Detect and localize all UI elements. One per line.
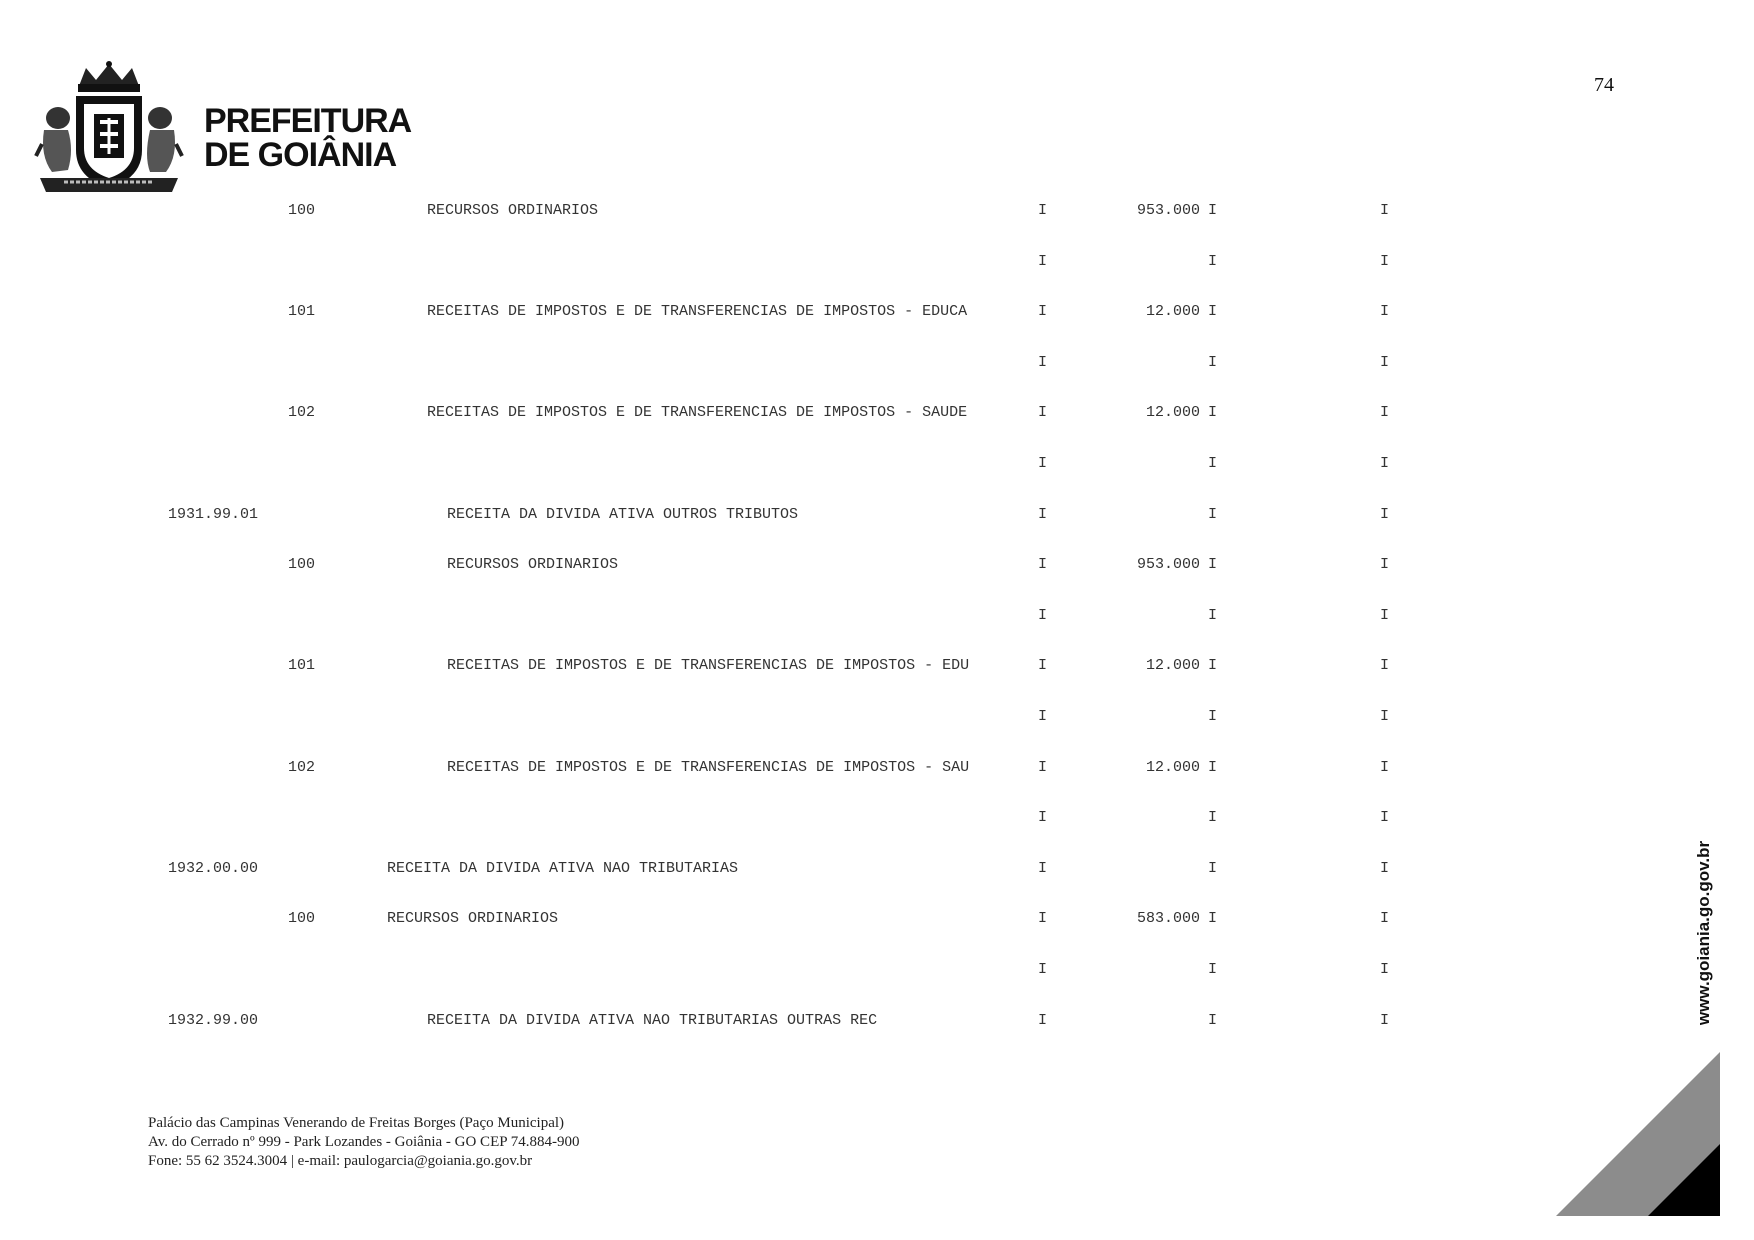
column-separator: I (1038, 252, 1048, 270)
column-separator: I (1038, 1011, 1048, 1029)
fonte-code: 101 (288, 303, 316, 321)
corner-decoration (1556, 1052, 1720, 1216)
table-row (0, 1012, 1500, 1063)
column-separator: I (1380, 758, 1390, 776)
column-separator: I (1038, 303, 1048, 321)
page-number: 74 (1594, 74, 1614, 96)
column-separator: I (1038, 910, 1048, 928)
table-row (0, 253, 1500, 304)
table-row (0, 860, 1500, 911)
table-row (0, 354, 1500, 405)
column-separator: I (1038, 960, 1048, 978)
column-separator: I (1038, 707, 1048, 725)
column-separator: I (1038, 505, 1048, 523)
table-row (0, 910, 1500, 961)
brand-wordmark (204, 104, 411, 172)
column-separator: I (1380, 809, 1390, 827)
row-description: RECEITA DA DIVIDA ATIVA NAO TRIBUTARIAS (387, 859, 739, 877)
row-value: 953.000 (1136, 556, 1200, 574)
column-separator: I (1038, 606, 1048, 624)
column-separator: I (1208, 707, 1218, 725)
column-separator: I (1208, 1011, 1218, 1029)
coat-of-arms-icon (34, 60, 184, 200)
fonte-code: 101 (288, 657, 316, 675)
column-separator: I (1208, 606, 1218, 624)
column-separator: I (1380, 202, 1390, 219)
column-separator: I (1038, 758, 1048, 776)
table-row (0, 961, 1500, 1012)
column-separator: I (1380, 353, 1390, 371)
column-separator: I (1380, 606, 1390, 624)
side-website (1692, 838, 1716, 1028)
column-separator: I (1380, 960, 1390, 978)
table-row (0, 657, 1500, 708)
side-website-text: www.goiania.go.gov.br (1694, 840, 1713, 1026)
column-separator: I (1038, 556, 1048, 574)
column-separator: I (1208, 505, 1218, 523)
column-separator: I (1208, 960, 1218, 978)
column-separator: I (1038, 657, 1048, 675)
row-value: 12.000 (1145, 303, 1200, 321)
fonte-code: 102 (288, 758, 316, 776)
column-separator: I (1380, 859, 1390, 877)
account-code: 1932.99.00 (168, 1011, 259, 1029)
column-separator: I (1208, 454, 1218, 472)
table-row (0, 607, 1500, 658)
column-separator: I (1208, 404, 1218, 422)
row-value: 583.000 (1136, 910, 1200, 928)
footer-address (148, 1114, 580, 1171)
footer-line-3: Fone: 55 62 3524.3004 | e-mail: paulogarcia@goiania.go.gov.br (148, 1153, 533, 1169)
column-separator: I (1380, 454, 1390, 472)
row-description: RECEITAS DE IMPOSTOS E DE TRANSFERENCIAS DE IMPOSTOS - SAUDE (427, 404, 968, 422)
column-separator: I (1380, 505, 1390, 523)
column-separator: I (1208, 353, 1218, 371)
column-separator: I (1380, 707, 1390, 725)
footer-line-1: Palácio das Campinas Venerando de Freitas Borges (Paço Municipal) (148, 1115, 565, 1131)
table-row (0, 759, 1500, 810)
row-description: RECURSOS ORDINARIOS (387, 910, 559, 928)
column-separator: I (1208, 657, 1218, 675)
column-separator: I (1208, 303, 1218, 321)
fonte-code: 100 (288, 556, 316, 574)
table-row (0, 455, 1500, 506)
column-separator: I (1208, 202, 1218, 219)
brand-line-1: PREFEITURA (204, 102, 412, 140)
row-description: RECEITAS DE IMPOSTOS E DE TRANSFERENCIAS DE IMPOSTOS - EDUCA (427, 303, 968, 321)
column-separator: I (1038, 454, 1048, 472)
column-separator: I (1380, 404, 1390, 422)
table-row (0, 303, 1500, 354)
column-separator: I (1380, 556, 1390, 574)
account-code: 1932.00.00 (168, 859, 259, 877)
table-row (0, 809, 1500, 860)
column-separator: I (1380, 910, 1390, 928)
row-value: 12.000 (1145, 404, 1200, 422)
fonte-code: 100 (288, 910, 316, 928)
column-separator: I (1380, 303, 1390, 321)
row-description: RECURSOS ORDINARIOS (427, 202, 599, 219)
column-separator: I (1038, 202, 1048, 219)
row-value: 12.000 (1145, 758, 1200, 776)
table-row (0, 506, 1500, 557)
row-description: RECEITA DA DIVIDA ATIVA OUTROS TRIBUTOS (447, 505, 799, 523)
row-description: RECEITAS DE IMPOSTOS E DE TRANSFERENCIAS DE IMPOSTOS - SAU (447, 758, 970, 776)
row-description: RECEITA DA DIVIDA ATIVA NAO TRIBUTARIAS OUTRAS REC (427, 1011, 878, 1029)
row-description: RECEITAS DE IMPOSTOS E DE TRANSFERENCIAS DE IMPOSTOS - EDU (447, 657, 970, 675)
column-separator: I (1380, 252, 1390, 270)
column-separator: I (1380, 1011, 1390, 1029)
fonte-code: 102 (288, 404, 316, 422)
column-separator: I (1208, 859, 1218, 877)
prefeitura-logo (34, 60, 412, 200)
column-separator: I (1208, 556, 1218, 574)
table-row (0, 556, 1500, 607)
column-separator: I (1038, 859, 1048, 877)
column-separator: I (1038, 353, 1048, 371)
column-separator: I (1038, 809, 1048, 827)
column-separator: I (1038, 404, 1048, 422)
table-row (0, 404, 1500, 455)
table-row (0, 708, 1500, 759)
row-value: 12.000 (1145, 657, 1200, 675)
column-separator: I (1208, 252, 1218, 270)
column-separator: I (1208, 910, 1218, 928)
column-separator: I (1208, 809, 1218, 827)
row-description: RECURSOS ORDINARIOS (447, 556, 619, 574)
revenue-table (0, 202, 1500, 1062)
fonte-code: 100 (288, 202, 316, 219)
column-separator: I (1208, 758, 1218, 776)
table-row (0, 202, 1500, 253)
account-code: 1931.99.01 (168, 505, 259, 523)
footer-line-2: Av. do Cerrado nº 999 - Park Lozandes - Goiânia - GO CEP 74.884-900 (148, 1134, 580, 1150)
brand-line-2: DE GOIÂNIA (204, 136, 397, 174)
row-value: 953.000 (1136, 202, 1200, 219)
column-separator: I (1380, 657, 1390, 675)
